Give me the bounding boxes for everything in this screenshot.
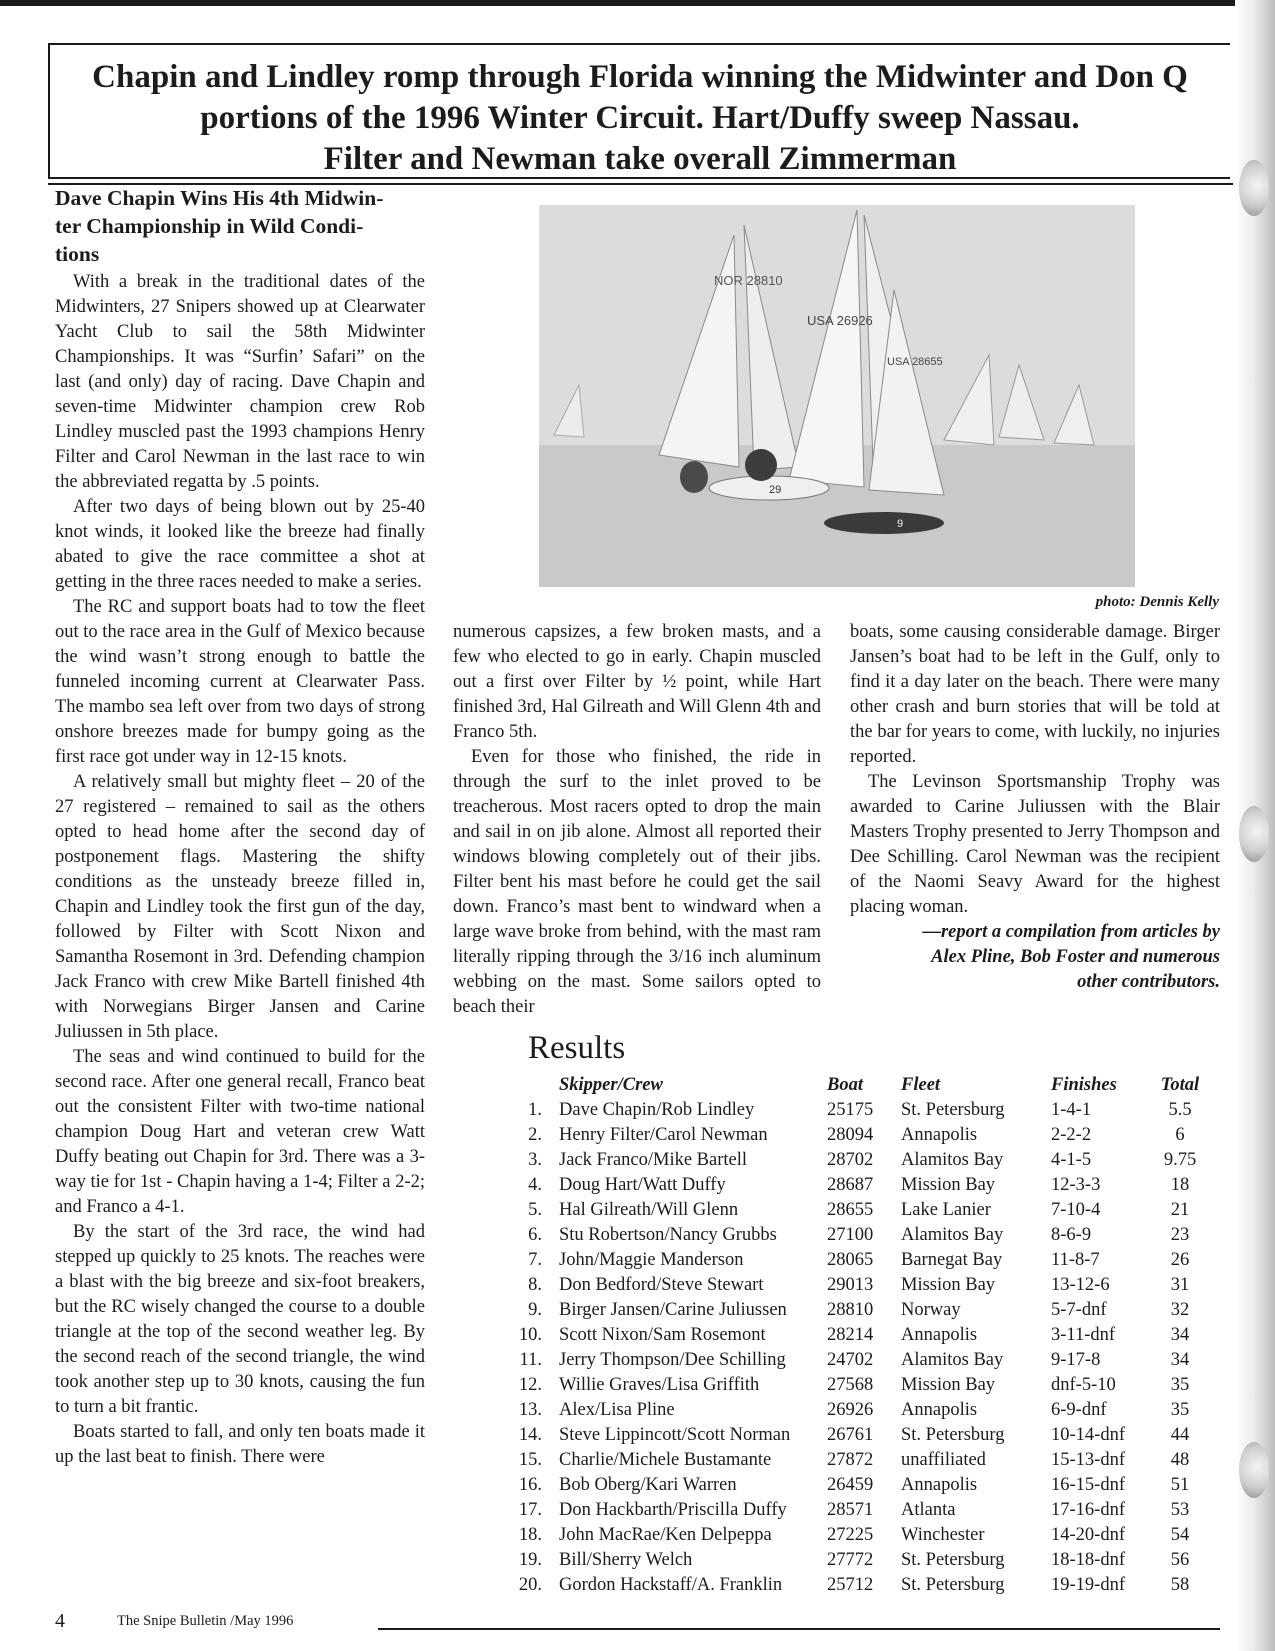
results-skipper-cell: Charlie/Michele Bustamante bbox=[559, 1450, 772, 1470]
results-boat-cell: 27225 bbox=[827, 1525, 874, 1545]
results-finishes-cell: 18-18-dnf bbox=[1051, 1550, 1125, 1570]
results-finishes-cell: 7-10-4 bbox=[1051, 1200, 1101, 1220]
results-fleet-cell: Alamitos Bay bbox=[901, 1350, 1004, 1370]
results-finishes-cell: dnf-5-10 bbox=[1051, 1375, 1116, 1395]
results-boat-cell: 28214 bbox=[827, 1325, 874, 1345]
results-row bbox=[495, 1123, 1215, 1148]
results-skipper-cell: Doug Hart/Watt Duffy bbox=[559, 1175, 726, 1195]
results-place-cell: 7. bbox=[528, 1250, 542, 1270]
results-finishes-cell: 1-4-1 bbox=[1051, 1100, 1092, 1120]
results-fleet-cell: Annapolis bbox=[901, 1475, 978, 1495]
results-skipper-cell: Willie Graves/Lisa Griffith bbox=[559, 1375, 760, 1395]
results-row bbox=[495, 1148, 1215, 1173]
regatta-photo bbox=[539, 205, 1135, 587]
results-total-cell: 34 bbox=[1170, 1350, 1190, 1370]
article-paragraph: By the start of the 3rd race, the wind had stepped up quickly to 25 knots. The reaches were a blast with the big breeze and six-foot breakers, but the RC wisely changed the course to a double triangle at the top of the second weather leg. By the second reach of the second triangle, the wind took another step up to 30 knots, causing the fun to turn a bit frantic. bbox=[55, 1222, 425, 1417]
article-paragraph: The seas and wind continued to build for the second race. After one general recall, Franco beat out the consistent Filter with two-time national champion Doug Hart and veteran crew Watt Duffy beating out Chapin for 3rd. There was a 3-way tie for 1st - Chapin having a 1-4; Filter a 2-2; and Franco a 4-1. bbox=[55, 1047, 425, 1217]
results-place-cell: 12. bbox=[518, 1375, 542, 1395]
results-boat-cell: 27568 bbox=[827, 1375, 874, 1395]
results-row bbox=[495, 1523, 1215, 1548]
results-total-cell: 44 bbox=[1170, 1425, 1190, 1445]
headline-line-2: portions of the 1996 Winter Circuit. Hart/Duffy sweep Nassau. bbox=[200, 100, 1080, 136]
results-row bbox=[495, 1398, 1215, 1423]
article-column-3 bbox=[850, 620, 1220, 995]
results-total-cell: 31 bbox=[1170, 1275, 1190, 1295]
results-place-cell: 15. bbox=[518, 1450, 542, 1470]
article-paragraph: The Levinson Sportsmanship Trophy was awarded to Carine Juliussen with the Blair Masters Trophy presented to Jerry Thompson and Dee Schilling. Carol Newman was the recipient of the Naomi Seavy Award for the highest placing woman. bbox=[850, 772, 1220, 917]
results-row bbox=[495, 1248, 1215, 1273]
sailboats-image bbox=[539, 205, 1135, 587]
results-finishes-cell: 5-7-dnf bbox=[1051, 1300, 1107, 1320]
article-title-line-1: Dave Chapin Wins His 4th Midwin- bbox=[55, 186, 384, 210]
results-skipper-cell: Steve Lippincott/Scott Norman bbox=[559, 1425, 791, 1445]
results-header-row bbox=[495, 1073, 1215, 1098]
publication-footer: The Snipe Bulletin /May 1996 bbox=[117, 1613, 294, 1629]
results-total-cell: 56 bbox=[1170, 1550, 1190, 1570]
results-boat-cell: 27100 bbox=[827, 1225, 874, 1245]
article-paragraph: The RC and support boats had to tow the fleet out to the race area in the Gulf of Mexico because the wind wasn’t strong enough to battle the funneled incoming current at Clearwater Pass. The mambo sea left over from two days of strong onshore breezes made for bumpy going as the first race got under way in 12-15 knots. bbox=[55, 597, 425, 767]
results-place-cell: 1. bbox=[528, 1100, 542, 1120]
results-total-cell: 35 bbox=[1170, 1375, 1190, 1395]
article-paragraph: Boats started to fall, and only ten boats made it up the last beat to finish. There were bbox=[55, 1422, 425, 1467]
fleet-header: Fleet bbox=[901, 1075, 941, 1095]
results-total-cell: 48 bbox=[1170, 1450, 1190, 1470]
binder-ring-2 bbox=[1239, 806, 1269, 862]
results-total-cell: 51 bbox=[1170, 1475, 1190, 1495]
results-finishes-cell: 19-19-dnf bbox=[1051, 1575, 1125, 1595]
results-place-cell: 8. bbox=[528, 1275, 542, 1295]
results-skipper-cell: John MacRae/Ken Delpeppa bbox=[559, 1525, 772, 1545]
results-skipper-cell: Jack Franco/Mike Bartell bbox=[559, 1150, 748, 1170]
results-place-cell: 14. bbox=[518, 1425, 542, 1445]
results-fleet-cell: unaffiliated bbox=[901, 1450, 986, 1470]
article-paragraph: boats, some causing considerable damage. Birger Jansen’s boat had to be left in the Gulf, only to find it a day later on the beach. There were many other crash and burn stories that will be told at the bar for years to come, with luckily, no injuries reported. bbox=[850, 622, 1220, 767]
sail-number: USA 26926 bbox=[807, 313, 873, 328]
results-total-cell: 6 bbox=[1175, 1125, 1185, 1145]
binder-ring-1 bbox=[1239, 160, 1269, 216]
results-total-cell: 5.5 bbox=[1168, 1100, 1192, 1120]
results-boat-cell: 28655 bbox=[827, 1200, 874, 1220]
results-table bbox=[495, 1073, 1215, 1598]
results-total-cell: 26 bbox=[1170, 1250, 1190, 1270]
results-boat-cell: 25175 bbox=[827, 1100, 874, 1120]
article-title-line-3: tions bbox=[55, 242, 100, 266]
results-finishes-cell: 12-3-3 bbox=[1051, 1175, 1101, 1195]
results-total-cell: 34 bbox=[1170, 1325, 1190, 1345]
results-total-cell: 18 bbox=[1170, 1175, 1190, 1195]
results-row bbox=[495, 1298, 1215, 1323]
results-boat-cell: 28065 bbox=[827, 1250, 874, 1270]
results-finishes-cell: 16-15-dnf bbox=[1051, 1475, 1125, 1495]
results-skipper-cell: Hal Gilreath/Will Glenn bbox=[559, 1200, 739, 1220]
results-skipper-cell: Bob Oberg/Kari Warren bbox=[559, 1475, 737, 1495]
results-finishes-cell: 13-12-6 bbox=[1051, 1275, 1110, 1295]
results-skipper-cell: Gordon Hackstaff/A. Franklin bbox=[559, 1575, 783, 1595]
results-fleet-cell: Mission Bay bbox=[901, 1375, 996, 1395]
results-row bbox=[495, 1348, 1215, 1373]
results-finishes-cell: 10-14-dnf bbox=[1051, 1425, 1125, 1445]
article-paragraph: A relatively small but mighty fleet – 20 of the 27 registered – remained to sail as the others opted to head home after the second day of postponement flags. Mastering the shifty conditions as the unsteady breeze filled in, Chapin and Lindley took the first gun of the day, followed by Filter with Scott Nixon and Samantha Rosemont in 3rd. Defending champion Jack Franco with crew Mike Bartell finished 4th with Norwegians Birger Jansen and Carine Juliussen in 5th place. bbox=[55, 772, 425, 1042]
top-border bbox=[0, 0, 1275, 6]
results-fleet-cell: Barnegat Bay bbox=[901, 1250, 1003, 1270]
results-boat-cell: 28571 bbox=[827, 1500, 874, 1520]
results-place-cell: 13. bbox=[518, 1400, 542, 1420]
results-fleet-cell: Annapolis bbox=[901, 1325, 978, 1345]
results-fleet-cell: Norway bbox=[901, 1300, 961, 1320]
byline-line-1: —report a compilation from articles by bbox=[922, 922, 1220, 942]
headline-box bbox=[48, 43, 1230, 179]
results-finishes-cell: 17-16-dnf bbox=[1051, 1500, 1125, 1520]
results-boat-cell: 26926 bbox=[827, 1400, 874, 1420]
results-fleet-cell: Mission Bay bbox=[901, 1275, 996, 1295]
results-row bbox=[495, 1473, 1215, 1498]
results-finishes-cell: 6-9-dnf bbox=[1051, 1400, 1107, 1420]
results-row bbox=[495, 1198, 1215, 1223]
results-skipper-cell: Don Bedford/Steve Stewart bbox=[559, 1275, 764, 1295]
byline-line-3: other contributors. bbox=[1077, 972, 1220, 992]
results-skipper-cell: Alex/Lisa Pline bbox=[559, 1400, 675, 1420]
place-header bbox=[495, 1073, 559, 1098]
results-boat-cell: 27772 bbox=[827, 1550, 874, 1570]
results-finishes-cell: 2-2-2 bbox=[1051, 1125, 1092, 1145]
results-skipper-cell: John/Maggie Manderson bbox=[559, 1250, 744, 1270]
results-skipper-cell: Scott Nixon/Sam Rosemont bbox=[559, 1325, 766, 1345]
results-place-cell: 6. bbox=[528, 1225, 542, 1245]
results-row bbox=[495, 1548, 1215, 1573]
results-fleet-cell: Mission Bay bbox=[901, 1175, 996, 1195]
page-number: 4 bbox=[55, 1610, 65, 1632]
results-place-cell: 9. bbox=[528, 1300, 542, 1320]
results-total-cell: 54 bbox=[1170, 1525, 1190, 1545]
results-finishes-cell: 8-6-9 bbox=[1051, 1225, 1092, 1245]
results-row bbox=[495, 1373, 1215, 1398]
results-row bbox=[495, 1273, 1215, 1298]
article-paragraph: With a break in the traditional dates of the Midwinters, 27 Snipers showed up at Clearwater Yacht Club to sail the 58th Midwinter Championships. It was “Surfin’ Safari” on the last (and only) day of racing. Dave Chapin and seven-time Midwinter champion crew Rob Lindley muscled past the 1993 champions Henry Filter and Carol Newman in the last race to win the abbreviated regatta by .5 points. bbox=[55, 272, 425, 492]
hull-number: 29 bbox=[769, 484, 782, 496]
results-row bbox=[495, 1448, 1215, 1473]
sail-number: USA 28655 bbox=[887, 356, 943, 368]
results-skipper-cell: Henry Filter/Carol Newman bbox=[559, 1125, 768, 1145]
skipper-header: Skipper/Crew bbox=[559, 1075, 663, 1095]
results-total-cell: 23 bbox=[1170, 1225, 1190, 1245]
results-skipper-cell: Bill/Sherry Welch bbox=[559, 1550, 693, 1570]
results-total-cell: 35 bbox=[1170, 1400, 1190, 1420]
results-place-cell: 19. bbox=[518, 1550, 542, 1570]
results-body bbox=[495, 1098, 1215, 1598]
results-finishes-cell: 11-8-7 bbox=[1051, 1250, 1100, 1270]
results-fleet-cell: Alamitos Bay bbox=[901, 1225, 1004, 1245]
sail-number: NOR 28810 bbox=[714, 273, 783, 288]
results-boat-cell: 25712 bbox=[827, 1575, 874, 1595]
results-finishes-cell: 9-17-8 bbox=[1051, 1350, 1101, 1370]
results-total-cell: 58 bbox=[1170, 1575, 1190, 1595]
results-skipper-cell: Birger Jansen/Carine Juliussen bbox=[559, 1300, 787, 1320]
article-paragraph: Even for those who finished, the ride in through the surf to the inlet proved to be treacherous. Most racers opted to drop the main and sail in on jib alone. Almost all reported their windows blowing completely out of their jibs. Filter bent his mast before he could get the sail down. Franco’s mast bent to windward when a large wave broke from behind, with the mast ram literally ripping through the 3/16 inch aluminum webbing on the mast. Some sailors opted to beach their bbox=[453, 747, 821, 1017]
results-boat-cell: 28810 bbox=[827, 1300, 874, 1320]
results-total-cell: 9.75 bbox=[1163, 1150, 1197, 1170]
article-column-2 bbox=[453, 620, 821, 1020]
results-boat-cell: 27872 bbox=[827, 1450, 874, 1470]
results-fleet-cell: Annapolis bbox=[901, 1125, 978, 1145]
results-finishes-cell: 15-13-dnf bbox=[1051, 1450, 1125, 1470]
results-row bbox=[495, 1173, 1215, 1198]
total-header: Total bbox=[1160, 1075, 1200, 1095]
results-row bbox=[495, 1573, 1215, 1598]
results-boat-cell: 24702 bbox=[827, 1350, 874, 1370]
results-fleet-cell: St. Petersburg bbox=[901, 1100, 1005, 1120]
results-skipper-cell: Jerry Thompson/Dee Schilling bbox=[559, 1350, 786, 1370]
hull-number: 9 bbox=[897, 518, 904, 530]
results-total-cell: 21 bbox=[1170, 1200, 1190, 1220]
results-place-cell: 16. bbox=[518, 1475, 542, 1495]
results-fleet-cell: Annapolis bbox=[901, 1400, 978, 1420]
article-title bbox=[55, 184, 425, 268]
results-fleet-cell: Atlanta bbox=[901, 1500, 956, 1520]
results-place-cell: 11. bbox=[519, 1350, 542, 1370]
results-fleet-cell: Alamitos Bay bbox=[901, 1150, 1004, 1170]
results-place-cell: 20. bbox=[518, 1575, 542, 1595]
results-row bbox=[495, 1323, 1215, 1348]
results-fleet-cell: St. Petersburg bbox=[901, 1425, 1005, 1445]
results-finishes-cell: 4-1-5 bbox=[1051, 1150, 1092, 1170]
results-row bbox=[495, 1098, 1215, 1123]
article-paragraph: numerous capsizes, a few broken masts, and a few who elected to go in early. Chapin muscled out a first over Filter by ½ point, while Hart finished 3rd, Hal Gilreath and Will Glenn 4th and Franco 5th. bbox=[453, 622, 821, 742]
results-fleet-cell: Winchester bbox=[901, 1525, 985, 1545]
results-finishes-cell: 3-11-dnf bbox=[1051, 1325, 1116, 1345]
results-place-cell: 10. bbox=[518, 1325, 542, 1345]
headline-line-3: Filter and Newman take overall Zimmerman bbox=[323, 141, 957, 177]
results-row bbox=[495, 1423, 1215, 1448]
article-column-1 bbox=[55, 184, 425, 1470]
results-skipper-cell: Dave Chapin/Rob Lindley bbox=[559, 1100, 755, 1120]
results-boat-cell: 28687 bbox=[827, 1175, 874, 1195]
footer-rule bbox=[378, 1628, 1220, 1630]
results-skipper-cell: Don Hackbarth/Priscilla Duffy bbox=[559, 1500, 787, 1520]
article-title-line-2: ter Championship in Wild Condi- bbox=[55, 214, 364, 238]
results-total-cell: 32 bbox=[1170, 1300, 1190, 1320]
boat-header: Boat bbox=[827, 1075, 863, 1095]
results-skipper-cell: Stu Robertson/Nancy Grubbs bbox=[559, 1225, 777, 1245]
finishes-header: Finishes bbox=[1051, 1075, 1117, 1095]
binder-ring-3 bbox=[1239, 1442, 1269, 1498]
results-fleet-cell: St. Petersburg bbox=[901, 1550, 1005, 1570]
results-place-cell: 3. bbox=[528, 1150, 542, 1170]
results-row bbox=[495, 1223, 1215, 1248]
photo-caption: photo: Dennis Kelly bbox=[1095, 594, 1219, 610]
results-fleet-cell: St. Petersburg bbox=[901, 1575, 1005, 1595]
results-place-cell: 5. bbox=[528, 1200, 542, 1220]
results-place-cell: 17. bbox=[518, 1500, 542, 1520]
results-place-cell: 2. bbox=[528, 1125, 542, 1145]
article-paragraph: After two days of being blown out by 25-40 knot winds, it looked like the breeze had finally abated to give the race committee a shot at getting in the three races needed to make a series. bbox=[55, 497, 425, 592]
results-place-cell: 18. bbox=[518, 1525, 542, 1545]
results-boat-cell: 26761 bbox=[827, 1425, 874, 1445]
results-place-cell: 4. bbox=[528, 1175, 542, 1195]
results-boat-cell: 28094 bbox=[827, 1125, 874, 1145]
results-row bbox=[495, 1498, 1215, 1523]
results-boat-cell: 28702 bbox=[827, 1150, 874, 1170]
results-fleet-cell: Lake Lanier bbox=[901, 1200, 991, 1220]
headline-line-1: Chapin and Lindley romp through Florida winning the Midwinter and Don Q bbox=[92, 59, 1188, 95]
results-boat-cell: 29013 bbox=[827, 1275, 874, 1295]
byline-line-2: Alex Pline, Bob Foster and numerous bbox=[931, 947, 1220, 967]
results-boat-cell: 26459 bbox=[827, 1475, 874, 1495]
results-total-cell: 53 bbox=[1170, 1500, 1190, 1520]
results-finishes-cell: 14-20-dnf bbox=[1051, 1525, 1125, 1545]
results-title: Results bbox=[528, 1030, 626, 1066]
